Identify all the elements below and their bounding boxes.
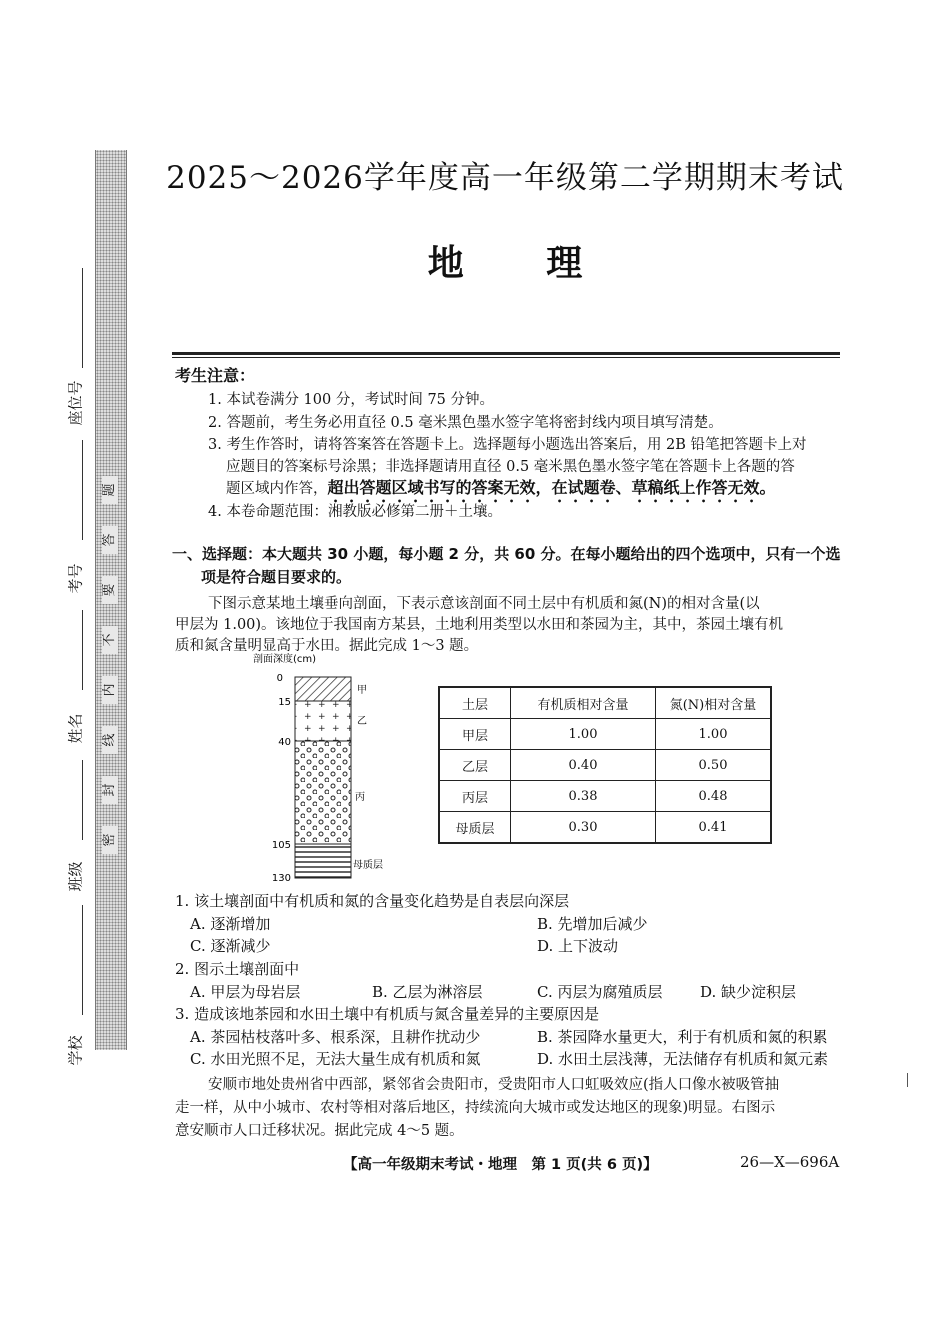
seal-word: 题 (102, 476, 118, 504)
passage-line: 安顺市地处贵州省中西部，紧邻省会贵阳市，受贵阳市人口虹吸效应(指人口像水被吸管抽 (208, 1077, 780, 1093)
section-heading: 项是符合题目要求的。 (201, 568, 352, 586)
table-cell: 0.50 (656, 750, 772, 781)
option-c[interactable]: C. 水田光照不足，无法大量生成有机质和氮 (190, 1050, 481, 1068)
table-cell: 0.30 (511, 812, 656, 844)
question-stem: 1. 该土壤剖面中有机质和氮的含量变化趋势是自表层向深层 (175, 892, 570, 910)
layer-jia (295, 677, 351, 701)
paper-code: 26—X—696A (740, 1153, 840, 1171)
depth-tick: 0 (276, 673, 283, 684)
seal-word: 内 (102, 676, 118, 704)
layer-label: 丙 (355, 792, 365, 803)
table-cell: 0.40 (511, 750, 656, 781)
table-cell: 1.00 (656, 719, 772, 750)
passage-line: 甲层为 1.00)。该地位于我国南方某县，土地利用类型以水田和茶园为主，其中，茶园土壤有机 (175, 617, 784, 633)
fill-line[interactable] (82, 905, 83, 1015)
option-b[interactable]: B. 乙层为淋溶层 (372, 983, 483, 1001)
table-cell: 甲层 (439, 719, 511, 750)
notice-line: 3. 考生作答时，请将答案答在答题卡上。选择题每小题选出答案后，用 2B 铅笔把答题卡上对 (208, 437, 807, 453)
exam-title: 2025～2026学年度高一年级第二学期期末考试 (166, 160, 844, 196)
notice-heading: 考生注意： (175, 366, 256, 385)
depth-tick: 40 (278, 737, 291, 748)
question-stem: 2. 图示土壤剖面中 (175, 960, 300, 978)
option-a[interactable]: A. 甲层为母岩层 (190, 983, 301, 1001)
fill-line[interactable] (82, 610, 83, 690)
notice-line: 应题目的答案标号涂黑；非选择题请用直径 0.5 毫米黑色墨水签字笔在答题卡上各题的答 (226, 459, 795, 475)
school-label: 学校 (66, 1035, 85, 1066)
divider (172, 352, 840, 355)
option-d[interactable]: D. 缺少淀积层 (700, 983, 797, 1001)
option-a[interactable]: A. 茶园枯枝落叶多、根系深，且耕作扰动少 (190, 1028, 481, 1046)
seat-number-label: 座位号 (66, 380, 85, 426)
option-d[interactable]: D. 水田土层浅薄，无法储存有机质和氮元素 (537, 1050, 829, 1068)
table-row (439, 750, 771, 781)
layer-bing (295, 741, 351, 844)
notice-line: 2. 答题前，考生务必用直径 0.5 毫米黑色墨水签字笔将密封线内项目填写清楚。 (208, 415, 723, 431)
seal-word: 线 (102, 726, 118, 754)
seal-word: 答 (102, 526, 118, 554)
table-row (439, 812, 771, 844)
seal-word: 要 (102, 576, 118, 604)
page-footer: 【高一年级期末考试・地理 第 1 页(共 6 页)】 (343, 1157, 658, 1173)
layer-label: 甲 (357, 685, 367, 696)
table-header: 土层 (439, 687, 511, 719)
passage-line: 走一样，从中小城市、农村等相对落后地区，持续流向大城市或发达地区的现象)明显。右图示 (175, 1100, 776, 1116)
notice-emphasis: 超出答题区域书写的答案无效，在试题卷、草稿纸上作答无效。 (327, 478, 776, 497)
subject-title: 地 理 (427, 243, 583, 284)
table-header-row (439, 687, 771, 719)
table-cell: 0.38 (511, 781, 656, 812)
table-cell: 0.48 (656, 781, 772, 812)
table-cell: 乙层 (439, 750, 511, 781)
table-row (439, 781, 771, 812)
layer-label: 母质层 (353, 860, 383, 871)
name-label: 姓名 (66, 713, 85, 744)
table-cell: 0.41 (656, 812, 772, 844)
scan-mark (907, 1073, 908, 1087)
seal-word: 不 (102, 626, 118, 654)
table-cell: 母质层 (439, 812, 511, 844)
table-row (439, 719, 771, 750)
seal-word: 封 (102, 776, 118, 804)
option-c[interactable]: C. 逐渐减少 (190, 937, 271, 955)
depth-axis-label: 剖面深度(cm) (253, 654, 317, 665)
question-stem: 3. 造成该地茶园和水田土壤中有机质与氮含量差异的主要原因是 (175, 1005, 600, 1023)
class-label: 班级 (66, 861, 85, 892)
notice-line: 4. 本卷命题范围：湘教版必修第二册＋土壤。 (208, 504, 502, 520)
exam-number-label: 考号 (66, 563, 85, 594)
divider (172, 357, 840, 358)
depth-tick: 15 (278, 697, 291, 708)
layer-yi (295, 701, 351, 741)
passage-line: 意安顺市人口迁移状况。据此完成 4～5 题。 (175, 1123, 464, 1139)
fill-line[interactable] (82, 760, 83, 840)
layer-label: 乙 (357, 716, 367, 727)
table-header: 有机质相对含量 (511, 687, 656, 719)
fill-line[interactable] (82, 440, 83, 540)
option-c[interactable]: C. 丙层为腐殖质层 (537, 983, 663, 1001)
passage-line: 质和氮含量明显高于水田。据此完成 1～3 题。 (175, 638, 479, 654)
passage-line: 下图示意某地土壤垂向剖面，下表示意该剖面不同土层中有机质和氮(N)的相对含量(以 (208, 596, 760, 612)
option-b[interactable]: B. 先增加后减少 (537, 915, 648, 933)
notice-line: 1. 本试卷满分 100 分，考试时间 75 分钟。 (208, 392, 495, 408)
option-a[interactable]: A. 逐渐增加 (190, 915, 271, 933)
depth-tick: 130 (271, 873, 291, 884)
soil-profile-diagram (245, 650, 405, 885)
section-heading: 一、选择题：本大题共 30 小题，每小题 2 分，共 60 分。在每小题给出的四个选项中，只有一个选 (172, 545, 841, 563)
layer-parent-material (295, 844, 351, 878)
table-header: 氮(N)相对含量 (656, 687, 772, 719)
seal-word: 密 (102, 826, 118, 854)
option-d[interactable]: D. 上下波动 (537, 937, 619, 955)
content-table (438, 686, 772, 844)
table-cell: 丙层 (439, 781, 511, 812)
notice-text: 题区域内作答， (226, 481, 328, 497)
option-b[interactable]: B. 茶园降水量更大，利于有机质和氮的积累 (537, 1028, 828, 1046)
table-cell: 1.00 (511, 719, 656, 750)
depth-tick: 105 (271, 840, 291, 851)
